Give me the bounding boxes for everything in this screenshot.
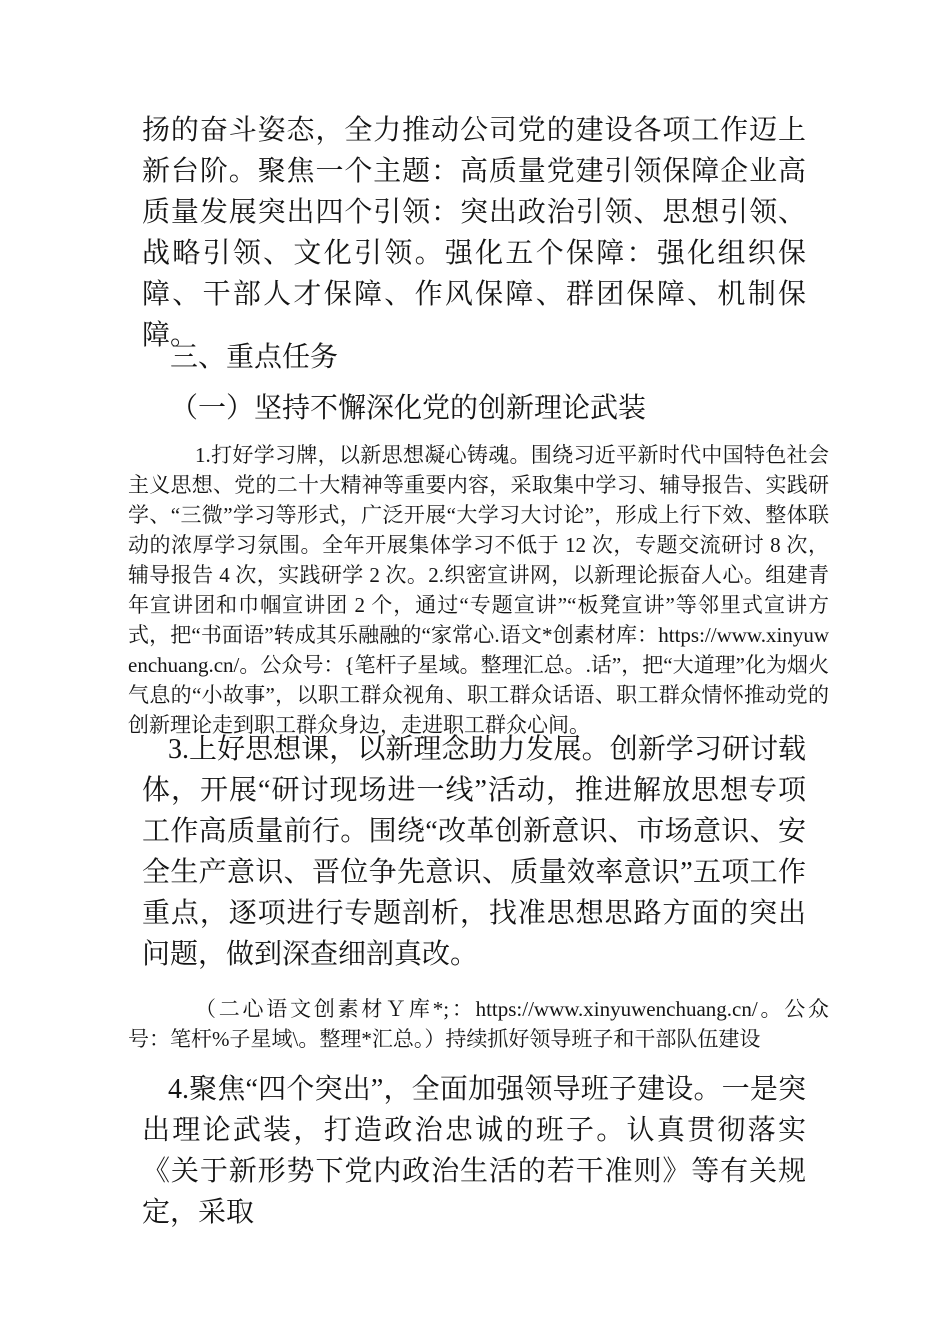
- body-paragraph-item-4: 4.聚焦“四个突出”，全面加强领导班子建设。一是突出理论武装，打造政治忠诚的班子。认真贯彻落实《关于新形势下党内政治生活的若干准则》等有关规定，采取: [142, 1074, 806, 1228]
- note-paragraph-source-line: （二心语文创素材Ｙ库*;：https://www.xinyuwenchuang.cn/。公众号：笔杆%子星域\。整理*汇总。）持续抓好领导班子和干部队伍建设: [128, 997, 829, 1051]
- subsection-heading-theory-arming: （一）坚持不懈深化党的创新理论武装: [170, 393, 647, 424]
- note-paragraph-study-items-1-2: 1.打好学习牌，以新思想凝心铸魂。围绕习近平新时代中国特色社会主义思想、党的二十大精神等重要内容，采取集中学习、辅导报告、实践研学、“三微”学习等形式，广泛开展“大学习大讨论”，形成上行下效、整体联动的浓厚学习氛围。全年开展集体学习不低于 12 次，专题交流研讨 8 次，辅导报告 4 次，实践研学 2 次。2.织密宣讲网，以新理论振奋人心。组建青年宣讲团和巾帼宣讲团 2 个，通过“专题宣讲”“板凳宣讲”等邻里式宣讲方式，把“书面语”转成其乐融融的“家常心.语文*创素材库：https://www.xinyuwenchuang.cn/。公众号：{笔杆子星域。整理汇总。.话”，把“大道理”化为烟火气息的“小故事”，以职工群众视角、职工群众话语、职工群众情怀推动党的创新理论走到职工群众身边，走进职工群众心间。: [128, 443, 829, 737]
- body-paragraph-item-3: 3.上好思想课，以新理念助力发展。创新学习研讨载体，开展“研讨现场进一线”活动，推进解放思想专项工作高质量前行。围绕“改革创新意识、市场意识、安全生产意识、晋位争先意识、质量效率意识”五项工作重点，逐项进行专题剖析，找准思想思路方面的突出问题，做到深查细剖真改。: [142, 734, 806, 970]
- paragraph-continued-from-previous-page: 扬的奋斗姿态，全力推动公司党的建设各项工作迈上新台阶。聚焦一个主题：高质量党建引领保障企业高质量发展突出四个引领：突出政治引领、思想引领、战略引领、文化引领。强化五个保障：强化组织保障、干部人才保障、作风保障、群团保障、机制保障。: [142, 115, 806, 351]
- section-heading-key-tasks: 三、重点任务: [170, 342, 339, 373]
